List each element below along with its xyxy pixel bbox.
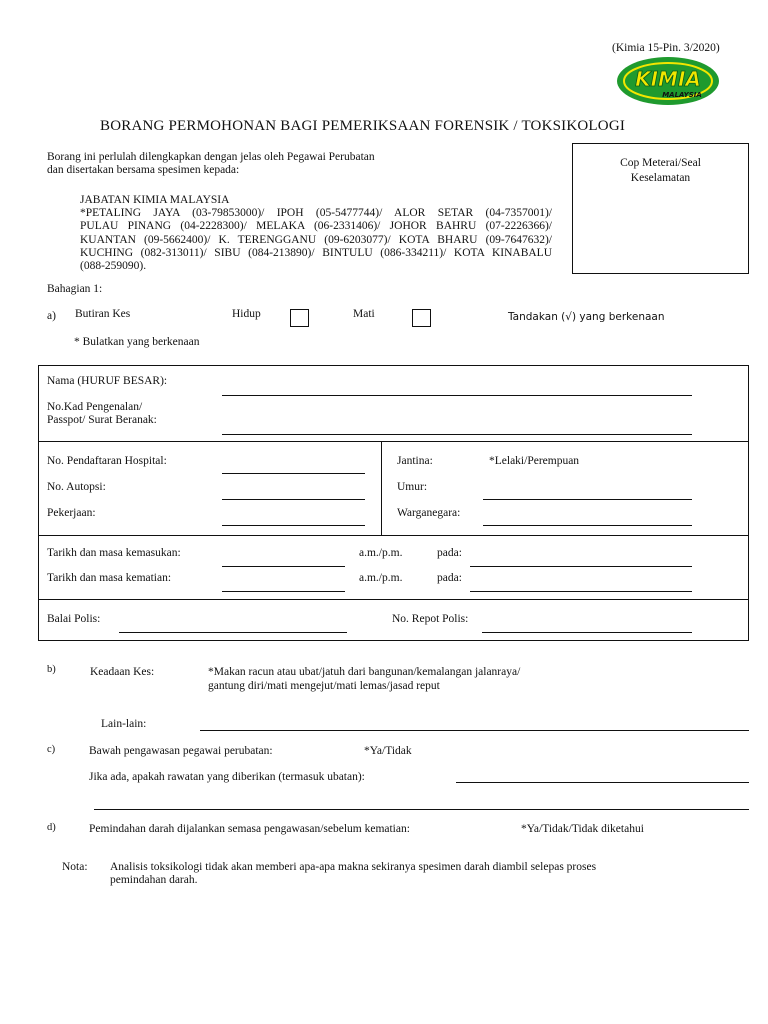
address-org: JABATAN KIMIA MALAYSIA bbox=[80, 194, 230, 206]
gender-label: Jantina: bbox=[397, 455, 433, 467]
seal-box bbox=[572, 143, 749, 274]
section-c-letter: c) bbox=[47, 744, 56, 755]
ic-label-2: Passpot/ Surat Beranak: bbox=[47, 414, 157, 426]
admission-time-field[interactable] bbox=[222, 566, 345, 567]
treatment-field-1[interactable] bbox=[456, 782, 749, 783]
treatment-field-2[interactable] bbox=[94, 809, 749, 810]
age-label: Umur: bbox=[397, 481, 428, 493]
note-line-2: pemindahan darah. bbox=[110, 874, 198, 886]
autopsy-no-field[interactable] bbox=[222, 499, 365, 500]
nationality-label: Warganegara: bbox=[397, 507, 461, 519]
section-a-letter: a) bbox=[47, 310, 56, 322]
death-on-label: pada: bbox=[437, 572, 462, 584]
name-label: Nama (HURUF BESAR): bbox=[47, 375, 168, 387]
kimia-malaysia-logo bbox=[616, 56, 720, 106]
medical-supervision-options[interactable]: *Ya/Tidak bbox=[364, 745, 412, 757]
logo-graphic bbox=[616, 56, 720, 106]
name-field[interactable] bbox=[222, 395, 692, 396]
case-condition-options-1[interactable]: *Makan racun atau ubat/jatuh dari bangunan/kemalangan jalanraya/ bbox=[208, 666, 521, 678]
section-b-letter: b) bbox=[47, 664, 56, 675]
ic-label-1: No.Kad Pengenalan/ bbox=[47, 401, 143, 413]
logo-sub-text: MALAYSIA bbox=[662, 91, 702, 99]
gender-options[interactable]: *Lelaki/Perempuan bbox=[489, 455, 580, 467]
police-station-field[interactable] bbox=[119, 632, 347, 633]
occupation-field[interactable] bbox=[222, 525, 365, 526]
intro-line-1: Borang ini perlulah dilengkapkan dengan jelas oleh Pegawai Perubatan bbox=[47, 151, 375, 163]
table-divider-2 bbox=[38, 535, 748, 536]
autopsy-no-label: No. Autopsi: bbox=[47, 481, 106, 493]
police-report-field[interactable] bbox=[482, 632, 692, 633]
circle-instruction: * Bulatkan yang berkenaan bbox=[74, 336, 200, 348]
note-line-1: Analisis toksikologi tidak akan memberi apa-apa makna sekiranya spesimen darah diambil selepas proses bbox=[110, 861, 597, 873]
note-label: Nota: bbox=[62, 861, 88, 873]
death-date-field[interactable] bbox=[470, 591, 692, 592]
case-condition-options-2[interactable]: gantung diri/mati mengejut/mati lemas/jasad reput bbox=[208, 680, 440, 692]
treatment-label: Jika ada, apakah rawatan yang diberikan (termasuk ubatan): bbox=[89, 771, 365, 783]
tick-instruction: Tandakan (√) yang berkenaan bbox=[508, 311, 665, 323]
admission-ampm: a.m./p.m. bbox=[359, 547, 403, 559]
medical-supervision-label: Bawah pengawasan pegawai perubatan: bbox=[89, 745, 273, 757]
dead-checkbox[interactable] bbox=[412, 309, 431, 327]
death-time-field[interactable] bbox=[222, 591, 345, 592]
dead-label: Mati bbox=[353, 308, 375, 320]
death-label: Tarikh dan masa kematian: bbox=[47, 572, 172, 584]
section-d-letter: d) bbox=[47, 822, 56, 833]
hospital-reg-label: No. Pendaftaran Hospital: bbox=[47, 455, 167, 467]
alive-label: Hidup bbox=[232, 308, 261, 320]
address-line-4: KUCHING (082-313011)/ SIBU (084-213890)/ BINTULU (086-334211)/ KOTA KINABALU bbox=[80, 246, 552, 259]
case-condition-label: Keadaan Kes: bbox=[90, 666, 155, 678]
case-details-label: Butiran Kes bbox=[75, 308, 131, 320]
admission-label: Tarikh dan masa kemasukan: bbox=[47, 547, 181, 559]
admission-on-label: pada: bbox=[437, 547, 462, 559]
address-line-3: KUANTAN (09-5662400)/ K. TERENGGANU (09-6203077)/ KOTA BHARU (09-7647632)/ bbox=[80, 233, 552, 246]
address-block bbox=[80, 194, 552, 273]
age-field[interactable] bbox=[483, 499, 692, 500]
blood-transfusion-label: Pemindahan darah dijalankan semasa pengawasan/sebelum kematian: bbox=[89, 823, 410, 835]
police-station-label: Balai Polis: bbox=[47, 613, 101, 625]
logo-main-text: KIMIA bbox=[635, 67, 701, 91]
table-divider-1 bbox=[38, 441, 748, 442]
hospital-reg-field[interactable] bbox=[222, 473, 365, 474]
table-divider-3 bbox=[38, 599, 748, 600]
nationality-field[interactable] bbox=[483, 525, 692, 526]
occupation-label: Pekerjaan: bbox=[47, 507, 96, 519]
document-code: (Kimia 15-Pin. 3/2020) bbox=[612, 42, 720, 54]
death-ampm: a.m./p.m. bbox=[359, 572, 403, 584]
seal-label-2: Keselamatan bbox=[630, 172, 691, 184]
blood-transfusion-options[interactable]: *Ya/Tidak/Tidak diketahui bbox=[521, 823, 644, 835]
admission-date-field[interactable] bbox=[470, 566, 692, 567]
other-field[interactable] bbox=[200, 730, 749, 731]
address-line-1: *PETALING JAYA (03-79853000)/ IPOH (05-5477744)/ ALOR SETAR (04-7357001)/ bbox=[80, 207, 552, 220]
ic-field[interactable] bbox=[222, 434, 692, 435]
other-label: Lain-lain: bbox=[101, 718, 147, 730]
form-title: BORANG PERMOHONAN BAGI PEMERIKSAAN FORENSIK / TOKSIKOLOGI bbox=[100, 118, 626, 134]
alive-checkbox[interactable] bbox=[290, 309, 309, 327]
address-line-5: (088-259090). bbox=[80, 260, 147, 273]
seal-label-1: Cop Meterai/Seal bbox=[620, 157, 701, 169]
police-report-label: No. Repot Polis: bbox=[392, 613, 469, 625]
address-line-2: PULAU PINANG (04-2228300)/ MELAKA (06-2331406)/ JOHOR BAHRU (07-2226366)/ bbox=[80, 220, 552, 233]
table-column-divider bbox=[381, 441, 382, 535]
part-1-heading: Bahagian 1: bbox=[47, 283, 103, 295]
intro-line-2: dan disertakan bersama spesimen kepada: bbox=[47, 164, 240, 176]
